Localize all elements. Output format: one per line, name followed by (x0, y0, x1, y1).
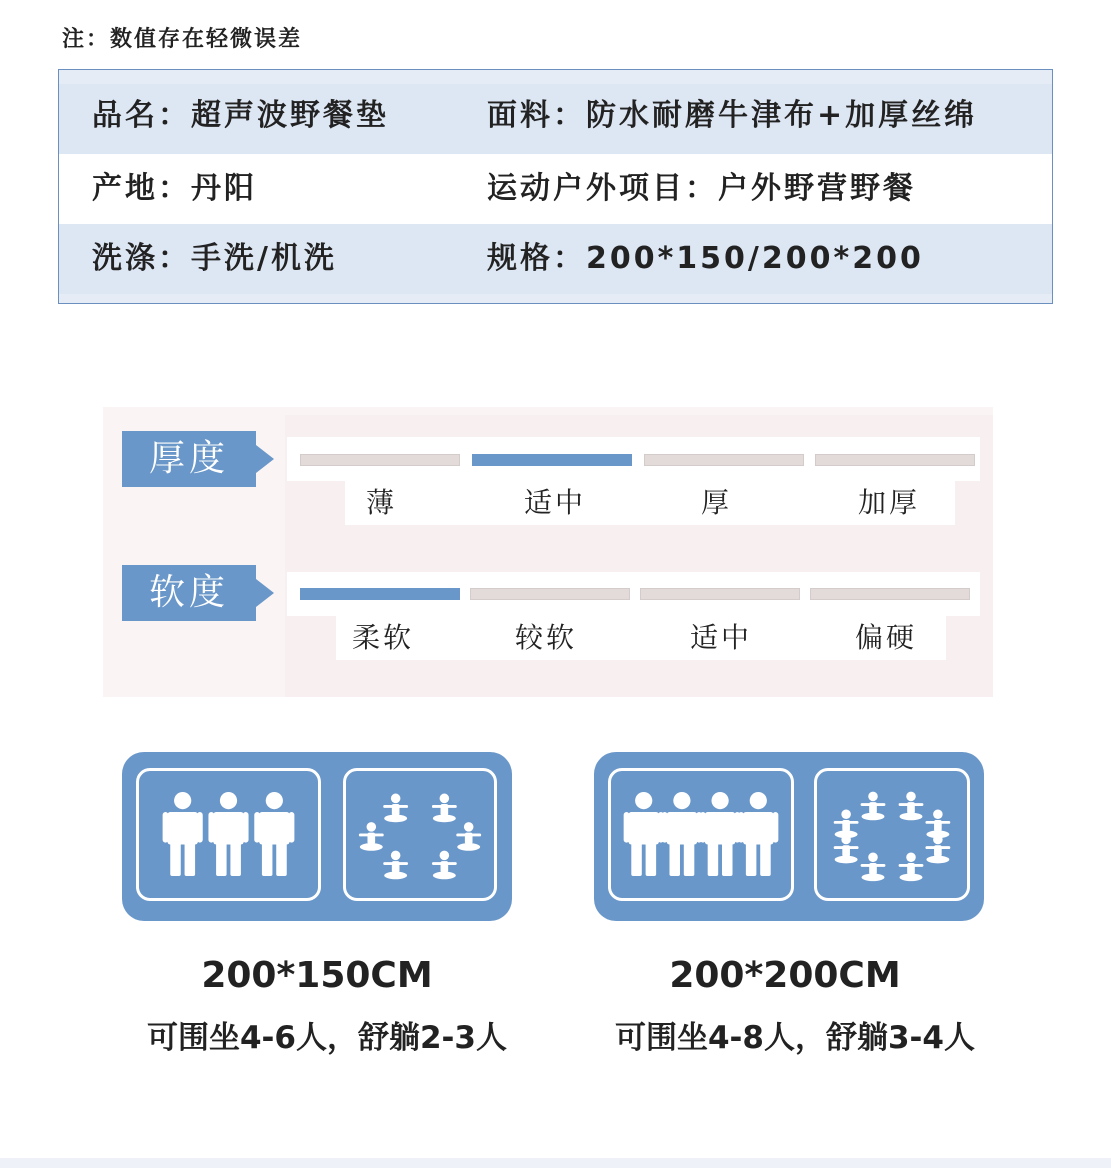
standing-people-box (136, 768, 321, 901)
size-capacity: 可围坐4-6人，舒躺2-3人 (146, 1020, 507, 1056)
sitting-people-box (814, 768, 970, 901)
sitting-person-icon (925, 835, 950, 864)
size-title: 200*150CM (201, 955, 433, 996)
sitting-person-icon (861, 792, 886, 821)
sitting-person-icon (383, 794, 408, 823)
sitting-person-icon (456, 822, 481, 851)
thickness-segment-thick[interactable] (644, 454, 804, 466)
spec-row (59, 224, 1052, 294)
sitting-person-icon (834, 809, 859, 838)
size-capacity: 可围坐4-8人，舒躺3-4人 (614, 1020, 975, 1056)
spec-washing: 洗涤：手洗/机洗 (92, 241, 337, 276)
spec-size: 规格：200*150/200*200 (487, 241, 924, 276)
size-title: 200*200CM (669, 955, 901, 996)
size-card-200x150 (122, 752, 512, 921)
thickness-tag: 厚度 (122, 431, 256, 487)
standing-person-icon (163, 792, 203, 876)
sitting-person-icon (383, 851, 408, 880)
spec-fabric: 面料：防水耐磨牛津布+加厚丝绵 (487, 98, 978, 133)
sitting-person-icon (861, 853, 886, 882)
standing-person-icon (254, 792, 294, 876)
standing-people-icon (611, 771, 791, 898)
thickness-option-label: 厚 (701, 486, 733, 519)
thickness-option-label: 适中 (524, 486, 587, 519)
thickness-segment-medium[interactable] (472, 454, 632, 466)
softness-segment-firm[interactable] (810, 588, 970, 600)
standing-person-icon (700, 792, 740, 876)
spec-origin: 产地：丹阳 (92, 171, 257, 206)
spec-activity: 运动户外项目：户外野营野餐 (487, 171, 916, 206)
softness-option-label: 偏硬 (855, 621, 918, 654)
size-card-200x200 (594, 752, 984, 921)
sitting-person-icon (359, 822, 384, 851)
spec-row (59, 84, 1052, 154)
standing-person-icon (208, 792, 248, 876)
sitting-people-icon (817, 771, 967, 898)
sitting-person-icon (834, 835, 859, 864)
sitting-person-icon (899, 792, 924, 821)
softness-segment-medium[interactable] (640, 588, 800, 600)
thickness-option-label: 薄 (366, 486, 398, 519)
thickness-segment-extra-thick[interactable] (815, 454, 975, 466)
sitting-person-icon (432, 851, 457, 880)
standing-people-box (608, 768, 794, 901)
thickness-option-label: 加厚 (858, 486, 921, 519)
standing-person-icon (738, 792, 778, 876)
softness-segment-soft[interactable] (300, 588, 460, 600)
sitting-person-icon (899, 853, 924, 882)
sitting-person-icon (925, 809, 950, 838)
softness-option-label: 适中 (690, 621, 753, 654)
softness-option-label: 柔软 (352, 621, 415, 654)
sitting-people-icon (346, 771, 494, 898)
softness-tag: 软度 (122, 565, 256, 621)
note: 注：数值存在轻微误差 (62, 27, 303, 52)
spec-name: 品名：超声波野餐垫 (92, 98, 389, 133)
sitting-person-icon (432, 794, 457, 823)
sitting-people-box (343, 768, 497, 901)
bottom-divider (0, 1158, 1111, 1168)
standing-person-icon (662, 792, 702, 876)
spec-table (58, 69, 1053, 304)
softness-option-label: 较软 (515, 621, 578, 654)
spec-row (59, 154, 1052, 224)
thickness-segment-thin[interactable] (300, 454, 460, 466)
standing-person-icon (624, 792, 664, 876)
softness-segment-fairly-soft[interactable] (470, 588, 630, 600)
standing-people-icon (139, 771, 318, 898)
